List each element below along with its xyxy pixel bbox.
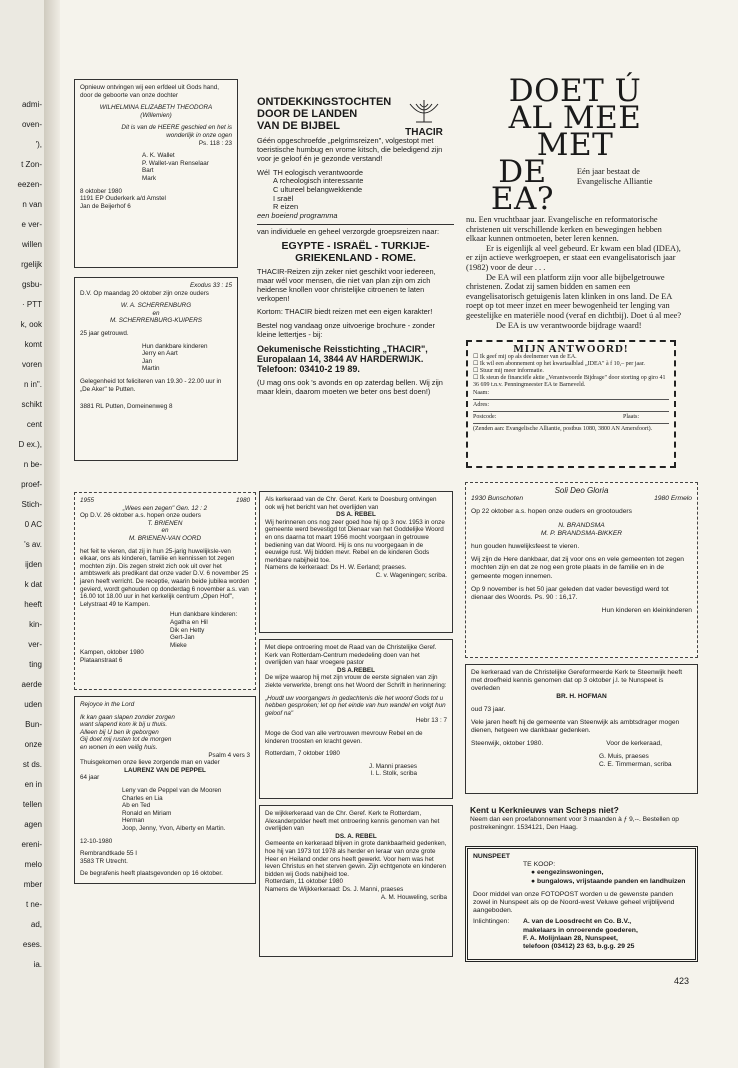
ad-hofman: De kerkeraad van de Christelijke Gereformeerde Kerk te Steenwijk heeft met droefheid kennis genomen dat op 3 oktober j.l. te Nunspeet is overleden BR. H. HOFMAN oud 73 jaar. Vele jaren heeft hij de gemeente van Steenwijk als ambtsdrager mogen dienen, hetgeen we dankbaar gedenken. Steenwijk, oktober 1980. Voor de kerkeraad, G. Muis, praeses C. E. Timmerman, scriba bbox=[465, 664, 698, 794]
gutter-fragment: willen bbox=[21, 240, 42, 249]
intro: D.V. Op maandag 20 oktober zijn onze ouders bbox=[80, 289, 209, 297]
gutter-fragment: D ex.), bbox=[18, 440, 42, 449]
name: DS. A. REBEL bbox=[335, 832, 377, 840]
name: LAURENZ VAN DE PEPPEL bbox=[124, 766, 206, 774]
ad-brandsma: Soli Deo Gloria 1930 Bunschoten 1980 Ermelo Op 22 oktober a.s. hopen onze ouders en grootouders N. BRANDSMA M. P. BRANDSMA-BIKKER hun gouden huwelijksfeest te vieren. Wij zijn de Here dankbaar, dat zij voor ons en vele gemeenten tot zegen mochten zijn en dat ze nog een grote plaats in de familie en in de gemeente mogen innemen. Op 9 november is het 50 jaar geleden dat vader bevestigd werd tot dienaar des Woords. Ps. 90 : 16,17. Hun kinderen en kleinkinderen bbox=[465, 482, 698, 658]
page-number: 423 bbox=[674, 976, 690, 986]
name: T. BRIENEN bbox=[147, 519, 183, 527]
child-nickname: (Willemien) bbox=[140, 111, 172, 119]
gutter-fragment: en in bbox=[24, 780, 42, 789]
gutter-fragment: eezen- bbox=[17, 180, 42, 189]
gutter-fragment: e ver- bbox=[21, 220, 42, 229]
gutter-fragment: ver- bbox=[28, 640, 42, 649]
heading: Kent u Kerknieuws van Scheps niet? bbox=[470, 805, 619, 815]
gutter-fragment: agen bbox=[24, 820, 42, 829]
name: DS A.REBEL bbox=[337, 666, 375, 674]
address: 3881 RL Putten, Domeinenweg 8 bbox=[80, 403, 173, 411]
adres-field[interactable]: Adres: bbox=[473, 402, 669, 412]
gutter-fragment: gsbu- bbox=[21, 280, 42, 289]
gutter-fragment: voren bbox=[21, 360, 42, 369]
gutter-fragment: melo bbox=[24, 860, 42, 869]
verse: Exodus 33 : 15 bbox=[189, 282, 232, 289]
gutter-fragment: heeft bbox=[24, 600, 42, 609]
ad-wallet-birth bbox=[74, 79, 238, 268]
gutter-fragment: tellen bbox=[22, 800, 42, 809]
gutter-fragment: ad, bbox=[30, 920, 42, 929]
ad-brienen: 1955 1980 „Wees een zegen" Gen. 12 : 2 Op D.V. 26 oktober a.s. hopen onze ouders T. BRIENEN en M. BRIENEN-VAN OORD het feit te vieren, dat zij in hun 25-jarig huwelijksle-ven elkaar, ons als kinderen, familie en kennissen tot zegen mochten zijn. Dis zegen strekt zich ook uit over het ambtswerk als predikant dat onze vader D.V. 6 november 25 jaren heeft verricht. De receptie, waarin beide jubilea worden gevierd, wordt gehouden op donderdag 6 november a.s. van 16.00 tot 18.00 uur in het kerkelijk centrum „Open Hof", Lelystraat 49 te Kampen. Hun dankbare kinderen: Agatha en Hil Dik en Hetty Gert-Jan Mieke Kampen, oktober 1980 Plataanstraat 6 bbox=[74, 492, 256, 690]
menorah-logo-icon bbox=[402, 96, 446, 126]
verse: „Wees een zegen" Gen. 12 : 2 bbox=[122, 504, 208, 512]
gutter-fragment: oven- bbox=[21, 120, 42, 129]
gutter-fragment: st ds. bbox=[22, 760, 42, 769]
gutter-fragment: 's av. bbox=[24, 540, 42, 549]
gutter-fragment: k dat bbox=[24, 580, 42, 589]
gutter-fragment: aerde bbox=[21, 680, 42, 689]
option-steun[interactable]: ☐ Ik steun de financiële aktie „Verantwoorde Bijdrage" door storting op giro 41 36 699 t.n.v. Penningmeester EA te Barneveld. bbox=[473, 375, 666, 389]
gutter-fragment: kin- bbox=[29, 620, 42, 629]
parents: A. K. Wallet P. Wallet-van Renselaar Bart Mark bbox=[142, 152, 209, 182]
gutter-fragment: schikt bbox=[21, 400, 42, 409]
ad-rebel-alexanderpolder: De wijkkerkeraad van de Chr. Geref. Kerk te Rotterdam, Alexanderpolder heeft met ontroering kennis genomen van het overlijden van DS. A. REBEL Gemeente en kerkeraad blijven in grote dankbaarheid gedenken, hoe hij van 1973 tot 1978 als herder en leraar van onze grote Heer en Heiland onder ons heeft gewerkt. Voor hem was het leven Christus en het sterven gewin. Zijn echtgenote en kinderen bidden wij Gods nabijheid toe. Rotterdam, 11 oktober 1980 Namens de Wijkkerkeraad: Ds. J. Manni, praeses A. M. Houweling, scriba bbox=[259, 805, 453, 957]
gutter-fragment: '), bbox=[35, 140, 42, 149]
children: Hun dankbare kinderen Jerry en Aart Jan Martin bbox=[142, 342, 208, 373]
ea-headline: DOET Ú AL MEE MET DE EA? Eén jaar bestaat de Evangelische Alliantie bbox=[490, 73, 653, 217]
gutter-fragment: ia. bbox=[33, 960, 42, 969]
gutter-fragment: admi- bbox=[21, 100, 42, 109]
gutter-fragment: k, ook bbox=[20, 320, 42, 329]
ad-evangelische-alliantie: DOET Ú AL MEE MET DE EA? Eén jaar bestaat de Evangelische Alliantie nu. Een vruchtbaar jaar. Evangelische en reformatorische christenen uit verschillende kerken en bewegingen hebben elkaar kunnen ontmoeten, beter leren kennen. Er is eigenlijk al veel gebeurd. Er kwam een blad (IDEA), er zijn actieve werkgroepen, er staat een evangelisatorisch jaar (1982) voor de deur . . . De EA wil een platform zijn voor alle bijbelgetrouwe christenen. Zodat zij samen bidden en samen een evangelisatorisch getuigenis laten klinken in ons land. De EA roept op tot meer inzet en meer bewogenheid ter lenging van geestelijke en materiële nood (veraf en dichtbij). Doet ú al mee? De EA is uw verantwoorde bijdrage waard! bbox=[466, 78, 684, 330]
date: 8 oktober 1980 bbox=[80, 187, 123, 195]
intro: Opnieuw ontvingen wij een erfdeel uit Gods hand, door de geboorte van onze dochter bbox=[80, 84, 219, 99]
form-mijn-antwoord: MIJN ANTWOORD! ☐ Ik geef mij op als deelnemer van de EA. ☐ Ik wil een abonnement op het kwartaalblad „IDEA" à f 10,– per jaar. ☐ Stuur mij meer informatie. ☐ Ik steun de financiële aktie „Verantwoorde Bijdrage" door storting op giro 41 36 699 t.n.v. Penningmeester EA te Barneveld. Naam: Adres: Postcode: Plaats: (Zenden aan: Evangelische Alliantie, postbus 1080, 3800 AN Amersfoort). bbox=[466, 340, 676, 468]
reception: Gelegenheid tot feliciteren van 19.30 - 22.00 uur in „De Aker" te Putten. bbox=[80, 377, 222, 393]
gutter-fragment: mber bbox=[23, 880, 42, 889]
book-spine bbox=[44, 0, 60, 1068]
heading: Soli Deo Gloria bbox=[554, 486, 609, 495]
gutter-fragment: eses. bbox=[22, 940, 42, 949]
naam-field[interactable]: Naam: bbox=[473, 390, 669, 400]
ad-scherrenburg: Exodus 33 : 15 D.V. Op maandag 20 oktober zijn onze ouders W. A. SCHERRENBURG en M. SCHERRENBURG-KUIPERS 25 jaar getrouwd. Hun dankbare kinderen Jerry en Aart Jan Martin Gelegenheid tot feliciteren van 19.30 - 22.00 uur in „De Aker" te Putten. 3881 RL Putten, Domeinenweg 8 bbox=[74, 277, 238, 461]
name: DS A. REBEL bbox=[336, 511, 376, 519]
address: 1191 EP Ouderkerk a/d Amstel bbox=[80, 195, 166, 203]
gutter-fragment: rgelijk bbox=[21, 260, 42, 269]
option-abonnement[interactable]: ☐ Ik wil een abonnement op het kwartaalblad „IDEA" à f 10,– per jaar. bbox=[473, 360, 645, 367]
option-deelnemer[interactable]: ☐ Ik geef mij op als deelnemer van de EA. bbox=[473, 353, 577, 360]
gutter-fragment: t Zon- bbox=[21, 160, 42, 169]
left-page-gutter bbox=[0, 0, 45, 1068]
gutter-fragment: cent bbox=[26, 420, 42, 429]
ad-van-de-peppel: Rejoyce in the Lord Ik kan gaan slapen zonder zorgen want slapend kom ik bij u thuis. Alleen bij U ben ik geborgen Gij doet mij rusten tot de morgen en wonen in een veilig huis. Psalm 4 vers 3 Thuisgekomen onze lieve zorgende man en vader LAURENZ VAN DE PEPPEL 64 jaar Leny van de Peppel van de Mooren Charles en Lia Ab en Ted Ronald en Miriam Herman Joop, Jenny, Yvon, Alberty en Martin. 12-10-1980 Rembrandtkade 55 I 3583 TR Utrecht. De begrafenis heeft plaatsgevonden op 16 oktober. bbox=[74, 696, 256, 884]
verse: Dit is van de HEERE geschied en het is wonderlijk in onze ogen bbox=[121, 124, 232, 139]
gutter-fragment: ting bbox=[29, 660, 42, 669]
ad-kerknieuws-scheps: Kent u Kerknieuws van Scheps niet? Neem dan een proefabonnement voor 3 maanden à ƒ 9,--. Bestellen op postrekeningnr. 1534121, Den Haag. bbox=[465, 801, 698, 841]
name: BR. H. HOFMAN bbox=[556, 693, 607, 700]
thacir-logo: THACIR bbox=[405, 126, 443, 138]
ad-thacir: ONTDEKKINGSTOCHTEN DOOR DE LANDEN VAN DE BIJBEL THACIR Géén opgeschroefde „pelgrimsreizen", volgestopt met toeristische humbug en vrome kitsch, die beledigend zijn voor je geloof én je gezonde verstand! Wél TH eologisch verantwoorde A rcheologisch interessante C ultureel belangwekkende I sraël R eizen een boeiend programma van individuele en geheel verzorgde groepsreizen naar: EGYPTE - ISRAËL - TURKIJE-GRIEKENLAND - ROME. THACIR-Reizen zijn zeker niet geschikt voor iedereen, maar wél voor mensen, die niet van plan zijn om zich heidense knollen voor christelijke citroenen te laten verkopen! Kortom: THACIR biedt reizen met een eigen karakter! Bestel nog vandaag onze uitvoerige brochure - zonder kleine lettertjes - bij: Oekumenische Reisstichting „THACIR", Europalaan 14, 3844 AV HARDERWIJK. Telefoon: 03410-2 19 89. (U mag ons ook 's avonds en op zaterdag bellen. Wij zijn maar klein, daarom moeten we beter ons best doen!) bbox=[252, 80, 459, 482]
gutter-fragment: onze bbox=[24, 740, 42, 749]
postcode-plaats-field[interactable]: Postcode: Plaats: bbox=[473, 414, 669, 424]
gutter-fragment: ereni- bbox=[21, 840, 42, 849]
gutter-fragment: n in". bbox=[24, 380, 42, 389]
name: N. BRANDSMA bbox=[558, 521, 605, 529]
gutter-fragment: uden bbox=[24, 700, 42, 709]
destinations: EGYPTE - ISRAËL - TURKIJE-GRIEKENLAND - ROME. bbox=[281, 240, 430, 265]
gutter-fragment: Stich- bbox=[21, 500, 42, 509]
ad-rebel-rotterdam-centrum: Met diepe ontroering moet de Raad van de Christelijke Geref. Kerk van Rotterdam-Centrum mededeling doen van het overlijden van haar vroegere pastor DS A.REBEL De wijze waarop hij met zijn vrouw de eerste signalen van zijn ziekte verwerkte, brengt ons het Woord der Schrift in herinnering: „Houdt uw voorgangers in gedachtenis die het woord Gods tot u hebben gesproken; let op het einde van hun wandel en volgt hun geloof na" Hebr 13 : 7 Moge de God van alle vertrouwen mevrouw Rebel en de kinderen troosten en kracht geven. Rotterdam, 7 oktober 1980 J. Manni praeses I. L. Stolk, scriba bbox=[259, 639, 453, 799]
verse-ref: Ps. 118 : 23 bbox=[198, 139, 232, 147]
form-title: MIJN ANTWOORD! bbox=[513, 343, 629, 355]
gutter-fragment: n be- bbox=[23, 460, 42, 469]
name: W. A. SCHERRENBURG bbox=[120, 302, 192, 310]
name: M. BRIENEN-VAN OORD bbox=[128, 534, 202, 542]
child-name: WILHELMINA ELIZABETH THEODORA bbox=[99, 104, 213, 112]
gutter-fragment: t ne- bbox=[25, 900, 42, 909]
heading: Rejoyce in the Lord bbox=[80, 701, 135, 708]
gutter-fragment: 0 AC bbox=[24, 520, 42, 529]
address: Jan de Beijerhof 6 bbox=[80, 202, 131, 210]
thacir-address: Oekumenische Reisstichting „THACIR", Europalaan 14, 3844 AV HARDERWIJK. Telefoon: 03410-2 19 89. bbox=[257, 344, 428, 375]
gutter-fragment: n van bbox=[22, 200, 42, 209]
poem: Ik kan gaan slapen zonder zorgen want slapend kom ik bij u thuis. Alleen bij U ben ik geborgen Gij doet mij rusten tot de morgen en wonen in een veilig huis. bbox=[80, 713, 175, 751]
gutter-fragment: proef- bbox=[21, 480, 42, 489]
body: het feit te vieren, dat zij in hun 25-jarig huwelijksle-ven elkaar, ons als kinderen, familie en kennissen tot zegen mochten zijn. Dis zegen strekt zich ook uit over het ambtswerk als predikant dat onze vader D.V. 6 november 25 jaren heeft verricht. De receptie, waarin beide jubilea worden gevierd, wordt gehouden op donderdag 6 november a.s. van 16.00 tot 18.00 uur in het kerkelijk centrum „Open Hof", Lelystraat 49 te Kampen. bbox=[80, 547, 250, 608]
name: M. P. BRANDSMA-BIKKER bbox=[540, 529, 623, 537]
gutter-fragment: Bun- bbox=[25, 720, 42, 729]
gutter-fragment: ijden bbox=[25, 560, 42, 569]
ad-rebel-doesburg: Als kerkeraad van de Chr. Geref. Kerk te Doesburg ontvingen ook wij het bericht van het overlijden van DS A. REBEL Wij herinneren ons nog zeer goed hoe hij op 3 nov. 1953 in onze gemeente werd bevestigd tot Dienaar van het Goddelijke Woord en ons daarna tot maart 1956 mocht voorgaan in getrouwe bediening van dat Woord. Hij is ons nu voorgegaan in de eeuwige rust. Wij bidden mevr. Rebel en de kinderen Gods merkbare nabijheid toe. Namens de kerkeraad: Ds H. W. Eerland; praeses. C. v. Wageningen; scriba. bbox=[259, 491, 453, 633]
gutter-fragment: · PTT bbox=[22, 300, 42, 309]
option-informatie[interactable]: ☐ Stuur mij meer informatie. bbox=[473, 368, 544, 374]
name: M. SCHERRENBURG-KUIPERS bbox=[109, 317, 202, 325]
gutter-fragment: komt bbox=[24, 340, 42, 349]
ad-nunspeet: NUNSPEET TE KOOP: ● eengezinswoningen, ● bungalows, vrijstaande panden en landhuizen Door middel van onze FOTOPOST worden u de gewenste panden zowel in Nunspeet als op de Noord-west Veluwe geheel vrijblijvend aangeboden. Inlichtingen: A. van de Loosdrecht en Co. B.V., makelaars in onroerende goederen, F. A. Molijnlaan 28, Nunspeet, telefoon (03412) 23 63, b.g.g. 29 25 bbox=[465, 846, 698, 962]
